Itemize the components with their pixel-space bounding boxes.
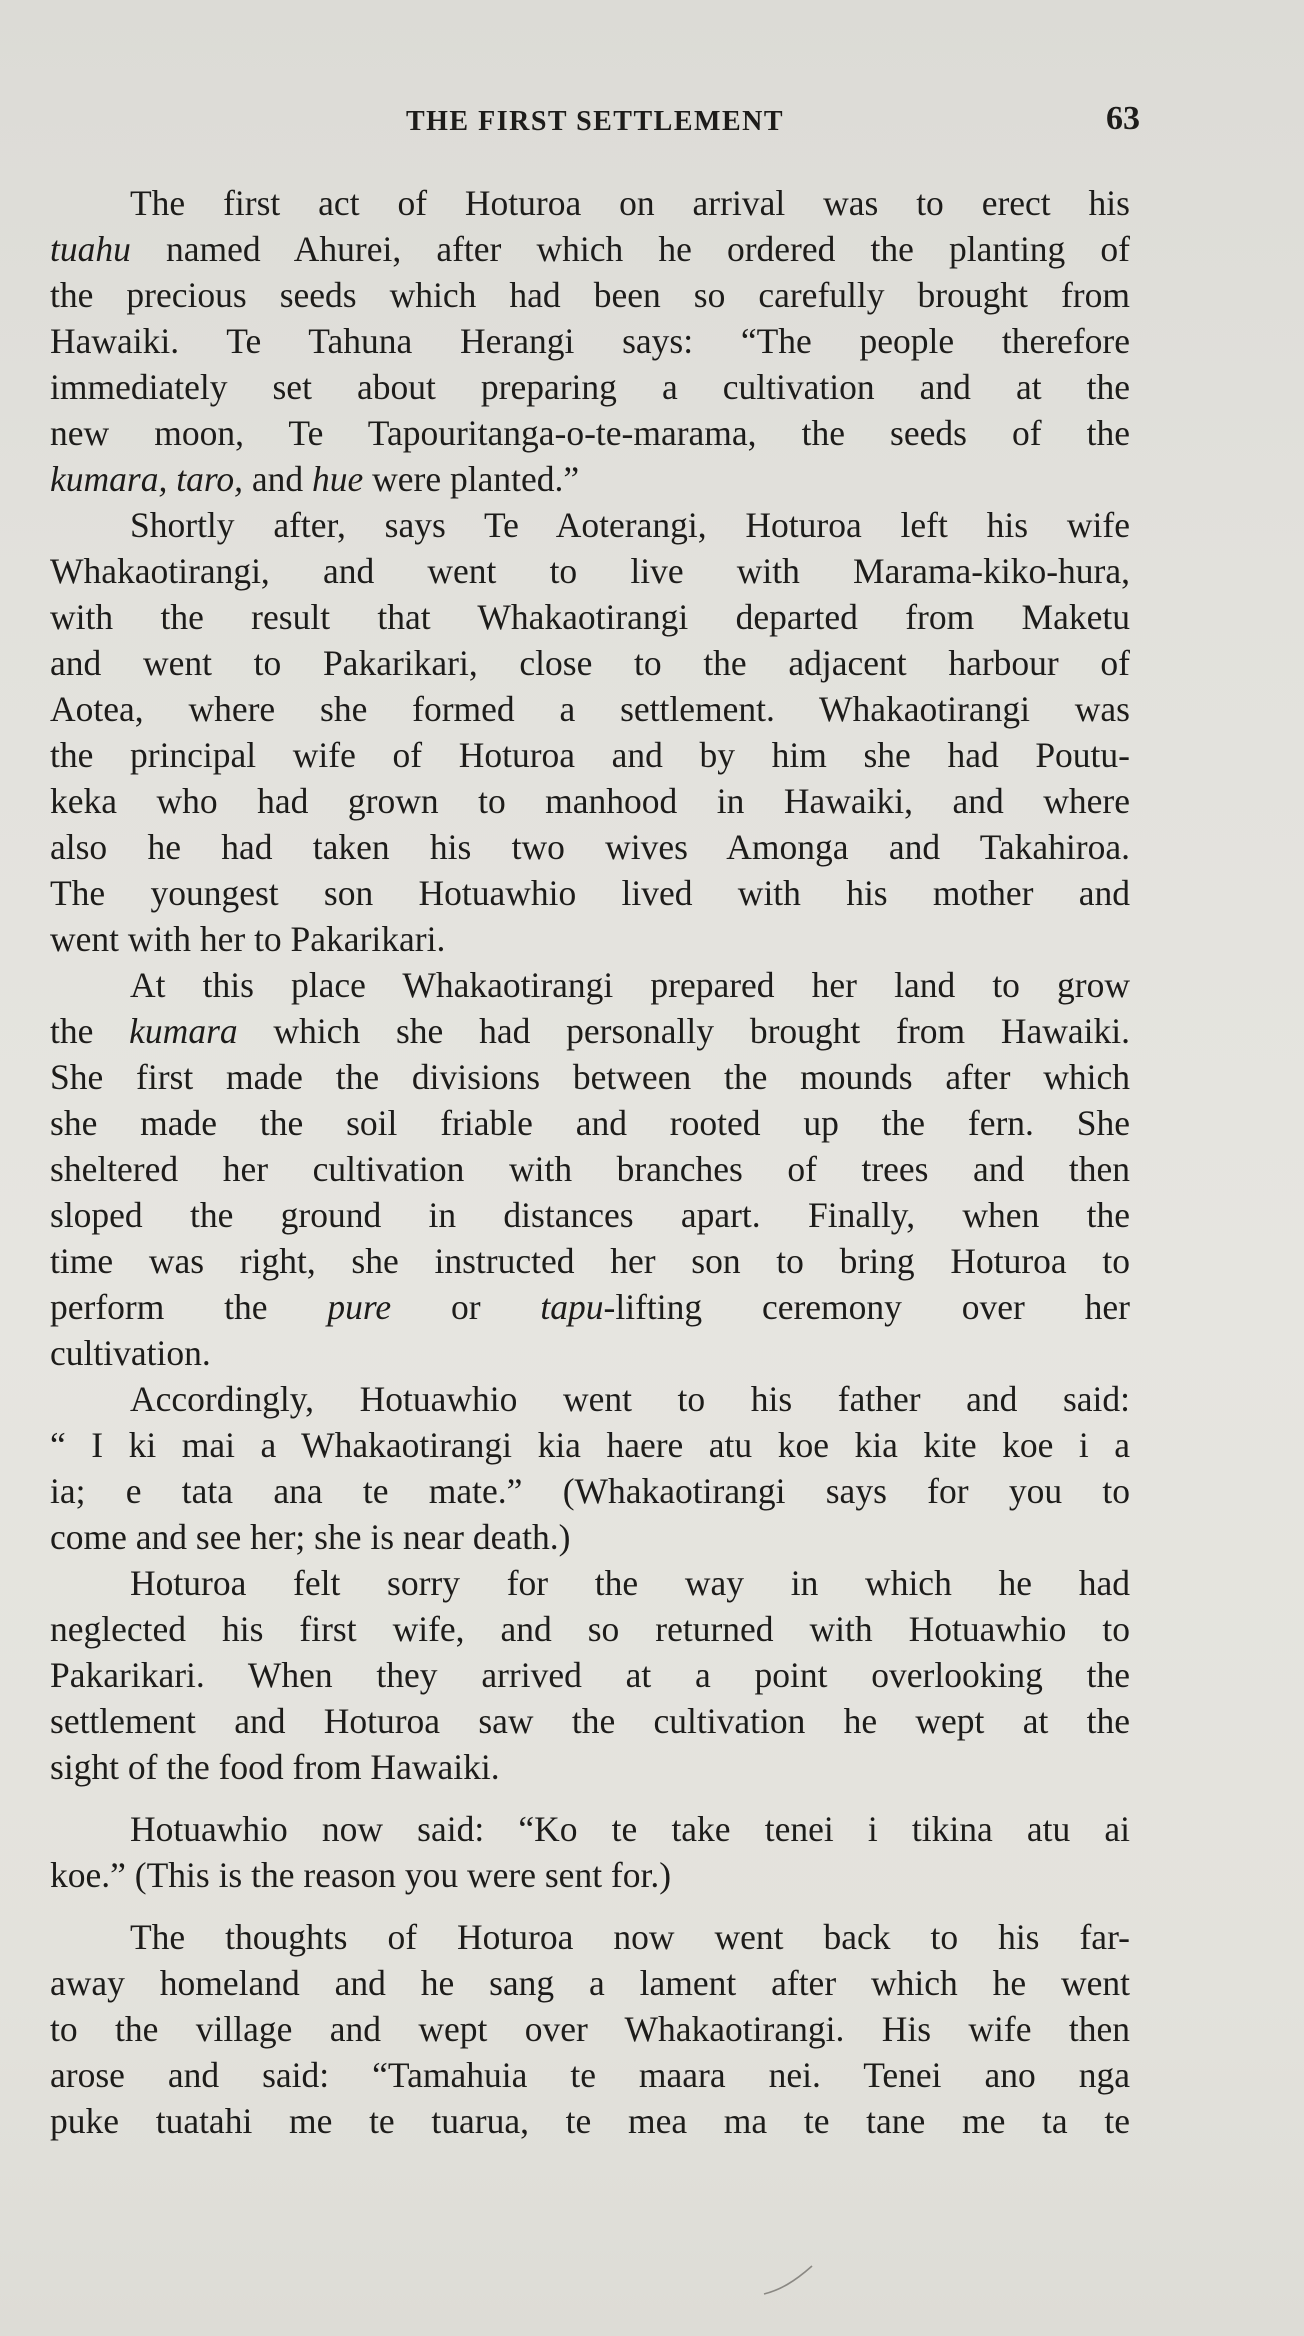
text-run: named Ahurei, after which he ordered the planting of bbox=[130, 229, 1130, 269]
text-line bbox=[50, 686, 1130, 732]
text-line bbox=[50, 1806, 1130, 1852]
text-run: sloped the ground in distances apart. Finally, when the bbox=[50, 1195, 1130, 1235]
text-run: Accordingly, Hotuawhio went to his father and said: bbox=[130, 1379, 1130, 1419]
text-run: At this place Whakaotirangi prepared her land to grow bbox=[130, 965, 1130, 1005]
text-run: -lifting ceremony over her bbox=[603, 1287, 1130, 1327]
text-run: the principal wife of Hoturoa and by him she had Poutu- bbox=[50, 735, 1130, 775]
text-run: away homeland and he sang a lament after which he went bbox=[50, 1963, 1130, 2003]
text-run: Hawaiki. Te Tahuna Herangi says: “The people therefore bbox=[50, 321, 1130, 361]
paragraph bbox=[50, 1806, 1130, 1898]
text-run: and went to Pakarikari, close to the adjacent harbour of bbox=[50, 643, 1130, 683]
text-line bbox=[50, 2006, 1130, 2052]
text-run: sheltered her cultivation with branches of trees and then bbox=[50, 1149, 1130, 1189]
text-line bbox=[50, 732, 1130, 778]
text-run: which she had personally brought from Hawaiki. bbox=[237, 1011, 1130, 1051]
text-run: The thoughts of Hoturoa now went back to his far- bbox=[130, 1917, 1130, 1957]
text-run: went with her to Pakarikari. bbox=[50, 919, 446, 959]
text-run: settlement and Hoturoa saw the cultivation he wept at the bbox=[50, 1701, 1130, 1741]
paragraph bbox=[50, 180, 1130, 502]
text-run: come and see her; she is near death.) bbox=[50, 1517, 571, 1557]
text-line bbox=[50, 2098, 1130, 2144]
text-line bbox=[50, 1560, 1130, 1606]
italic-term: kumara bbox=[129, 1011, 238, 1051]
text-run: perform the bbox=[50, 1287, 328, 1327]
italic-term: kumara, taro, bbox=[50, 459, 243, 499]
text-run: Aotea, where she formed a settlement. Whakaotirangi was bbox=[50, 689, 1130, 729]
text-line bbox=[50, 364, 1130, 410]
text-line bbox=[50, 1606, 1130, 1652]
text-line bbox=[50, 1238, 1130, 1284]
text-run: Hoturoa felt sorry for the way in which he had bbox=[130, 1563, 1130, 1603]
italic-term: tuahu bbox=[50, 229, 131, 269]
text-line bbox=[50, 1744, 1130, 1790]
text-line bbox=[50, 778, 1130, 824]
text-line bbox=[50, 962, 1130, 1008]
text-run: also he had taken his two wives Amonga and Takahiroa. bbox=[50, 827, 1130, 867]
text-line bbox=[50, 1852, 1130, 1898]
italic-term: hue bbox=[311, 459, 364, 499]
text-line bbox=[50, 180, 1130, 226]
text-run: Hotuawhio now said: “Ko te take tenei i tikina atu ai bbox=[130, 1809, 1130, 1849]
text-run: koe.” (This is the reason you were sent for.) bbox=[50, 1855, 672, 1895]
text-run: The first act of Hoturoa on arrival was to erect his bbox=[130, 183, 1130, 223]
text-line bbox=[50, 1960, 1130, 2006]
text-line bbox=[50, 1054, 1130, 1100]
text-line bbox=[50, 1468, 1130, 1514]
text-run: she made the soil friable and rooted up the fern. She bbox=[50, 1103, 1130, 1143]
text-line bbox=[50, 1698, 1130, 1744]
text-run: sight of the food from Hawaiki. bbox=[50, 1747, 500, 1787]
text-run: arose and said: “Tamahuia te maara nei. Tenei ano nga bbox=[50, 2055, 1130, 2095]
text-line bbox=[50, 824, 1130, 870]
text-line bbox=[50, 318, 1130, 364]
text-line bbox=[50, 1284, 1130, 1330]
text-line bbox=[50, 1914, 1130, 1960]
text-line bbox=[50, 410, 1130, 456]
text-line bbox=[50, 1100, 1130, 1146]
text-line bbox=[50, 1376, 1130, 1422]
text-line bbox=[50, 870, 1130, 916]
italic-term: pure bbox=[327, 1287, 392, 1327]
text-run: were planted.” bbox=[363, 459, 580, 499]
text-run: immediately set about preparing a cultivation and at the bbox=[50, 367, 1130, 407]
text-line bbox=[50, 272, 1130, 318]
text-run: neglected his first wife, and so returned with Hotuawhio to bbox=[50, 1609, 1130, 1649]
paragraph bbox=[50, 962, 1130, 1376]
text-line bbox=[50, 1514, 1130, 1560]
text-line bbox=[50, 456, 1130, 502]
paragraph bbox=[50, 1560, 1130, 1790]
text-line bbox=[50, 1652, 1130, 1698]
text-line bbox=[50, 594, 1130, 640]
text-run: “ I ki mai a Whakaotirangi kia haere atu koe kia kite koe i a bbox=[50, 1425, 1130, 1465]
text-line bbox=[50, 1008, 1130, 1054]
text-line bbox=[50, 1192, 1130, 1238]
text-run: Shortly after, says Te Aoterangi, Hoturoa left his wife bbox=[130, 505, 1130, 545]
paragraph bbox=[50, 1914, 1130, 2144]
text-run: Pakarikari. When they arrived at a point overlooking the bbox=[50, 1655, 1130, 1695]
text-line bbox=[50, 502, 1130, 548]
text-run: keka who had grown to manhood in Hawaiki, and where bbox=[50, 781, 1130, 821]
text-run: Whakaotirangi, and went to live with Marama-kiko-hura, bbox=[50, 551, 1130, 591]
text-run: and bbox=[242, 459, 312, 499]
text-run: new moon, Te Tapouritanga-o-te-marama, the seeds of the bbox=[50, 413, 1130, 453]
text-line bbox=[50, 226, 1130, 272]
text-run: cultivation. bbox=[50, 1333, 211, 1373]
text-run: to the village and wept over Whakaotirangi. His wife then bbox=[50, 2009, 1130, 2049]
text-line bbox=[50, 916, 1130, 962]
text-line bbox=[50, 1330, 1130, 1376]
text-run: time was right, she instructed her son to bring Hoturoa to bbox=[50, 1241, 1130, 1281]
running-head bbox=[50, 100, 1140, 144]
text-run: The youngest son Hotuawhio lived with his mother and bbox=[50, 873, 1130, 913]
paragraph bbox=[50, 1376, 1130, 1560]
page-number: 63 bbox=[1106, 100, 1140, 137]
text-run: ia; e tata ana te mate.” (Whakaotirangi says for you to bbox=[50, 1471, 1130, 1511]
section-title: THE FIRST SETTLEMENT bbox=[405, 106, 785, 137]
paragraph bbox=[50, 502, 1130, 962]
body-text bbox=[50, 180, 1130, 2144]
italic-term: tapu bbox=[540, 1287, 604, 1327]
text-line bbox=[50, 1422, 1130, 1468]
text-line bbox=[50, 640, 1130, 686]
text-run: puke tuatahi me te tuarua, te mea ma te tane me ta te bbox=[50, 2101, 1130, 2141]
text-line bbox=[50, 2052, 1130, 2098]
text-run: with the result that Whakaotirangi departed from Maketu bbox=[50, 597, 1130, 637]
text-run: or bbox=[391, 1287, 541, 1327]
text-run: the precious seeds which had been so carefully brought from bbox=[50, 275, 1130, 315]
text-run: the bbox=[50, 1011, 130, 1051]
text-run: She first made the divisions between the mounds after which bbox=[50, 1057, 1130, 1097]
text-line bbox=[50, 1146, 1130, 1192]
pencil-mark bbox=[760, 2260, 820, 2300]
text-line bbox=[50, 548, 1130, 594]
